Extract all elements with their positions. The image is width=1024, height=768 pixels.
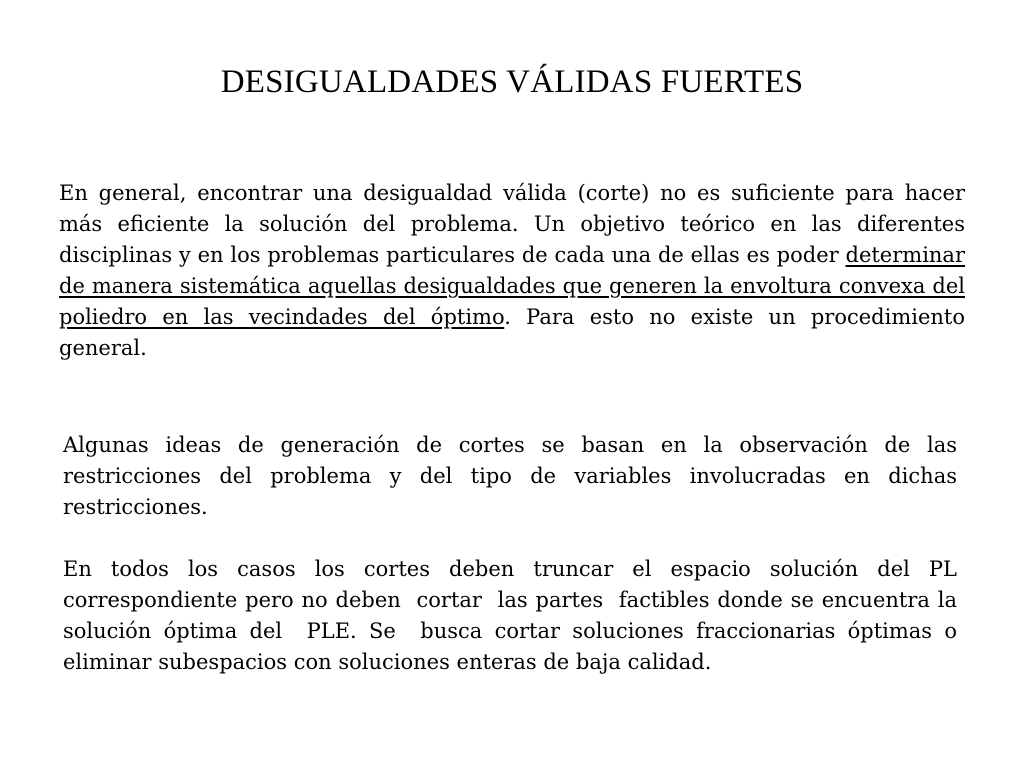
paragraph-cut-goals: En todos los casos los cortes deben truncar el espacio solución del PL correspondiente pero no deben cortar las partes factibles donde se encuentra la solución óptima del PLE. Se busca cortar soluciones fraccionarias óptimas o eliminar subespacios con soluciones enteras de baja calidad. [63, 557, 964, 674]
paragraph-intro-ending: . Para esto no existe un procedimiento general. [59, 305, 965, 360]
paragraph-intro-underlined-text: determinar de manera sistemática aquellas desigualdades que generen la envoltura convexa del poliedro en las vecindades del óptimo [59, 243, 965, 329]
paragraph-intro [59, 178, 965, 364]
paragraph-cut-ideas: Algunas ideas de generación de cortes se basan en la observación de las restricciones del problema y del tipo de variables involucradas en dichas restricciones. [63, 433, 957, 519]
paragraph-intro-text: En general, encontrar una desigualdad válida (corte) no es suficiente para hacer más eficiente la solución del problema. Un objetivo teórico en las diferentes disciplinas y en los problemas particulares de cada una de ellas es poder [59, 181, 965, 267]
slide-title: DESIGUALDADES VÁLIDAS FUERTES [220, 64, 804, 100]
